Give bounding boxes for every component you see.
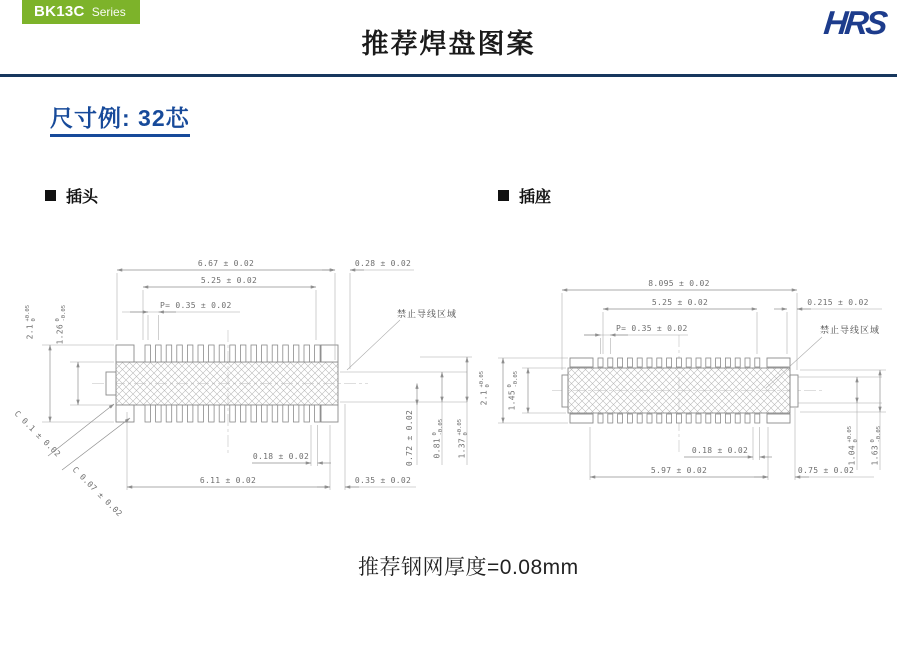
svg-text:-0.05: -0.05: [61, 304, 68, 322]
receptacle-dim-keepout-b: [870, 426, 882, 466]
plug-dim-keepout-c: [457, 419, 469, 459]
svg-text:1.04: 1.04: [847, 445, 857, 466]
receptacle-dim-pad-span: 5.25 ± 0.02: [651, 298, 709, 307]
square-bullet-icon: [45, 190, 56, 201]
receptacle-keepout-region: [798, 377, 882, 403]
receptacle-dim-overall-height: [479, 371, 491, 405]
receptacle-dim-bottom-span: 5.97 ± 0.02: [650, 466, 708, 475]
receptacle-label: 插座: [519, 189, 552, 206]
plug-housing-hatched: [116, 362, 338, 405]
receptacle-corner-pad: [767, 414, 790, 423]
plug-dim-keepout-a: 0.72 ± 0.02: [405, 409, 414, 467]
header-divider: [0, 74, 897, 77]
plug-top-pads: [145, 345, 320, 362]
size-example-heading: 尺寸例: 32芯: [50, 100, 190, 137]
series-badge: [22, 0, 140, 24]
receptacle-corner-pad: [570, 414, 593, 423]
svg-text:0: 0: [853, 439, 860, 443]
page-title: 推荐焊盘图案: [361, 29, 536, 59]
svg-text:0: 0: [463, 432, 470, 436]
plug-dim-chamfer-a: C 0.1 ± 0.02: [12, 409, 63, 459]
svg-text:1.45: 1.45: [507, 390, 517, 411]
square-bullet-icon: [498, 190, 509, 201]
svg-text:+0.05: +0.05: [847, 425, 854, 443]
receptacle-dim-overall-width: 8.095 ± 0.02: [648, 279, 710, 288]
receptacle-dim-body-height: [507, 371, 519, 411]
svg-text:-0.05: -0.05: [876, 425, 883, 443]
receptacle-dim-keepout-a: [847, 426, 859, 466]
svg-text:1.63: 1.63: [870, 445, 880, 466]
svg-text:1.26: 1.26: [55, 324, 65, 345]
svg-text:-0.05: -0.05: [513, 370, 520, 388]
plug-corner-pad: [321, 345, 338, 362]
receptacle-housing-hatched: [568, 368, 790, 413]
receptacle-bottom-pads: [598, 414, 760, 423]
plug-dim-pad-width: 0.18 ± 0.02: [252, 452, 310, 461]
svg-text:0: 0: [55, 318, 62, 322]
receptacle-keepout-label: 禁止导线区域: [819, 325, 881, 335]
receptacle-right-tab: [790, 375, 798, 407]
plug-dim-body-height: [55, 305, 67, 345]
receptacle-corner-pad: [767, 358, 790, 367]
receptacle-section-heading: [498, 184, 551, 207]
svg-text:0: 0: [507, 384, 514, 388]
svg-text:2.1: 2.1: [25, 324, 35, 340]
svg-text:+0.05: +0.05: [457, 418, 464, 436]
receptacle-dim-edge-gap: 0.215 ± 0.02: [807, 298, 869, 307]
svg-text:1.37: 1.37: [457, 438, 467, 459]
stencil-thickness-note: 推荐钢网厚度=0.08mm: [358, 556, 579, 579]
receptacle-corner-pad: [570, 358, 593, 367]
hrs-logo: HRS: [822, 4, 887, 41]
plug-dim-edge-gap: 0.28 ± 0.02: [354, 259, 412, 268]
svg-text:0: 0: [870, 439, 877, 443]
plug-bottom-pads: [145, 405, 320, 422]
svg-text:0: 0: [432, 432, 439, 436]
svg-text:0: 0: [485, 384, 492, 388]
receptacle-left-tab: [562, 375, 568, 407]
svg-text:0.81: 0.81: [432, 438, 442, 459]
receptacle-dim-pad-width: 0.18 ± 0.02: [691, 446, 749, 455]
plug-dim-bottom-gap: 0.35 ± 0.02: [354, 476, 412, 485]
receptacle-dim-bottom-gap: 0.75 ± 0.02: [797, 466, 855, 475]
plug-dim-keepout-b: [432, 419, 444, 459]
receptacle-drawing: [470, 240, 897, 540]
plug-dim-overall-width: 6.67 ± 0.02: [197, 259, 255, 268]
svg-text:+0.05: +0.05: [25, 304, 32, 322]
svg-text:+0.05: +0.05: [479, 370, 486, 388]
plug-body: [106, 345, 338, 422]
plug-section-heading: [45, 184, 98, 207]
svg-text:0: 0: [31, 318, 38, 322]
series-suffix: Series: [91, 5, 126, 19]
plug-label: 插头: [66, 189, 99, 206]
svg-text:-0.05: -0.05: [438, 418, 445, 436]
plug-left-boss: [106, 372, 116, 395]
plug-dim-pad-span: 5.25 ± 0.02: [200, 276, 258, 285]
plug-corner-pad: [116, 405, 134, 422]
plug-drawing: [0, 240, 497, 540]
plug-dim-chamfer-b: C 0.07 ± 0.02: [70, 465, 124, 519]
plug-dim-overall-height: [25, 305, 37, 339]
plug-keepout-region: [340, 372, 467, 402]
plug-corner-pad: [321, 405, 338, 422]
plug-corner-pad: [116, 345, 134, 362]
svg-text:2.1: 2.1: [479, 390, 489, 406]
receptacle-dim-pitch: P= 0.35 ± 0.02: [616, 324, 688, 333]
series-name: BK13C: [34, 3, 85, 20]
receptacle-body: [562, 358, 798, 423]
plug-dim-pitch: P= 0.35 ± 0.02: [160, 301, 232, 310]
receptacle-top-pads: [598, 358, 760, 367]
plug-dim-bottom-span: 6.11 ± 0.02: [199, 476, 257, 485]
plug-keepout-label: 禁止导线区域: [396, 309, 458, 319]
